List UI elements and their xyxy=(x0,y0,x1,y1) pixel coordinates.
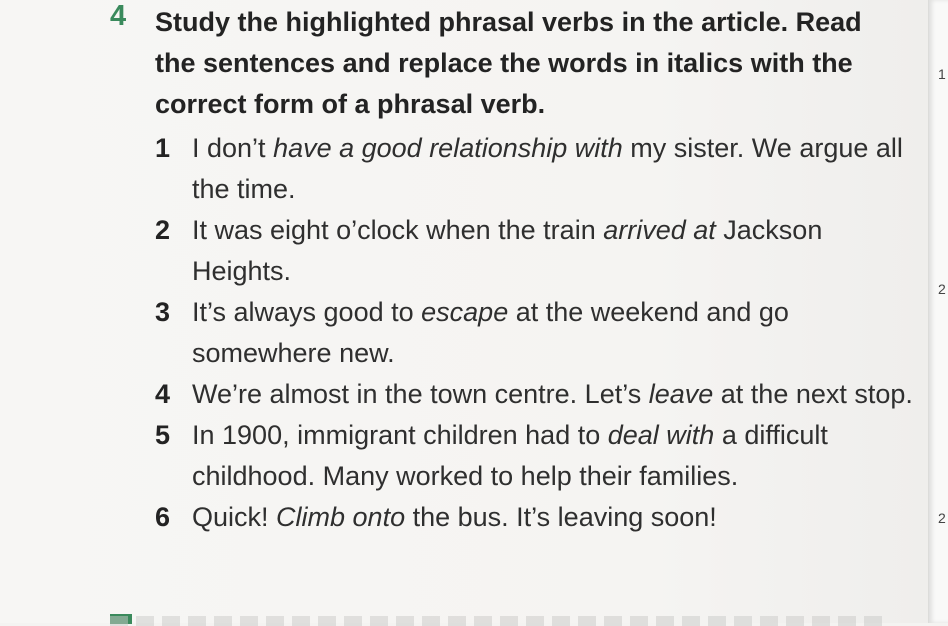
exercise-item xyxy=(155,497,915,538)
item-number: 6 xyxy=(155,502,171,532)
item-number: 4 xyxy=(155,379,171,409)
sentence-text: It’s always good to xyxy=(192,297,422,327)
sentence-text: It was eight o’clock when the train xyxy=(192,215,604,245)
item-sentence xyxy=(192,297,789,368)
adjacent-page-edge xyxy=(928,0,948,623)
item-sentence xyxy=(192,379,913,409)
italic-phrase: arrived at xyxy=(603,215,716,245)
exercise-item xyxy=(155,415,915,497)
sentence-text: In 1900, immigrant children had to xyxy=(192,420,608,450)
sentence-text: the bus. It’s leaving soon! xyxy=(405,502,717,532)
sentence-text: a difficult childhood. Many worked to help their families. xyxy=(192,420,828,491)
exercise-number: 4 xyxy=(110,0,127,32)
item-number: 2 xyxy=(155,215,171,245)
margin-number: 2 xyxy=(938,281,946,297)
sentence-text: at the next stop. xyxy=(713,379,913,409)
italic-phrase: Climb onto xyxy=(276,502,406,532)
italic-phrase: have a good relationship with xyxy=(273,133,623,163)
next-exercise-text-fragment xyxy=(110,616,890,626)
sentence-text: Quick! xyxy=(192,502,277,532)
margin-number: 2 xyxy=(938,510,946,526)
item-sentence xyxy=(192,420,828,491)
exercise-item xyxy=(155,374,915,415)
italic-phrase: deal with xyxy=(607,420,715,450)
item-number: 1 xyxy=(155,133,171,163)
sentence-text: at the weekend and go somewhere new. xyxy=(192,297,789,368)
italic-phrase: leave xyxy=(648,379,714,409)
item-number: 5 xyxy=(155,420,171,450)
item-sentence xyxy=(192,502,717,532)
sentence-text: my sister. We argue all the time. xyxy=(192,133,903,204)
italic-phrase: escape xyxy=(421,297,509,327)
exercise-item xyxy=(155,128,915,210)
item-sentence xyxy=(192,215,822,286)
item-sentence xyxy=(192,133,903,204)
sentence-text: Jackson Heights. xyxy=(192,215,823,286)
exercise-item xyxy=(155,210,915,292)
exercise-item xyxy=(155,292,915,374)
item-number: 3 xyxy=(155,297,171,327)
margin-number: 1 xyxy=(938,66,946,82)
sentence-text: I don’t xyxy=(192,133,274,163)
exercise-instruction: Study the highlighted phrasal verbs in the article. Read the sentences and replace the words in italics with the correct form of a phrasal verb. xyxy=(155,7,862,119)
exercise-items-list xyxy=(155,128,915,538)
sentence-text: We’re almost in the town centre. Let’s xyxy=(192,379,649,409)
